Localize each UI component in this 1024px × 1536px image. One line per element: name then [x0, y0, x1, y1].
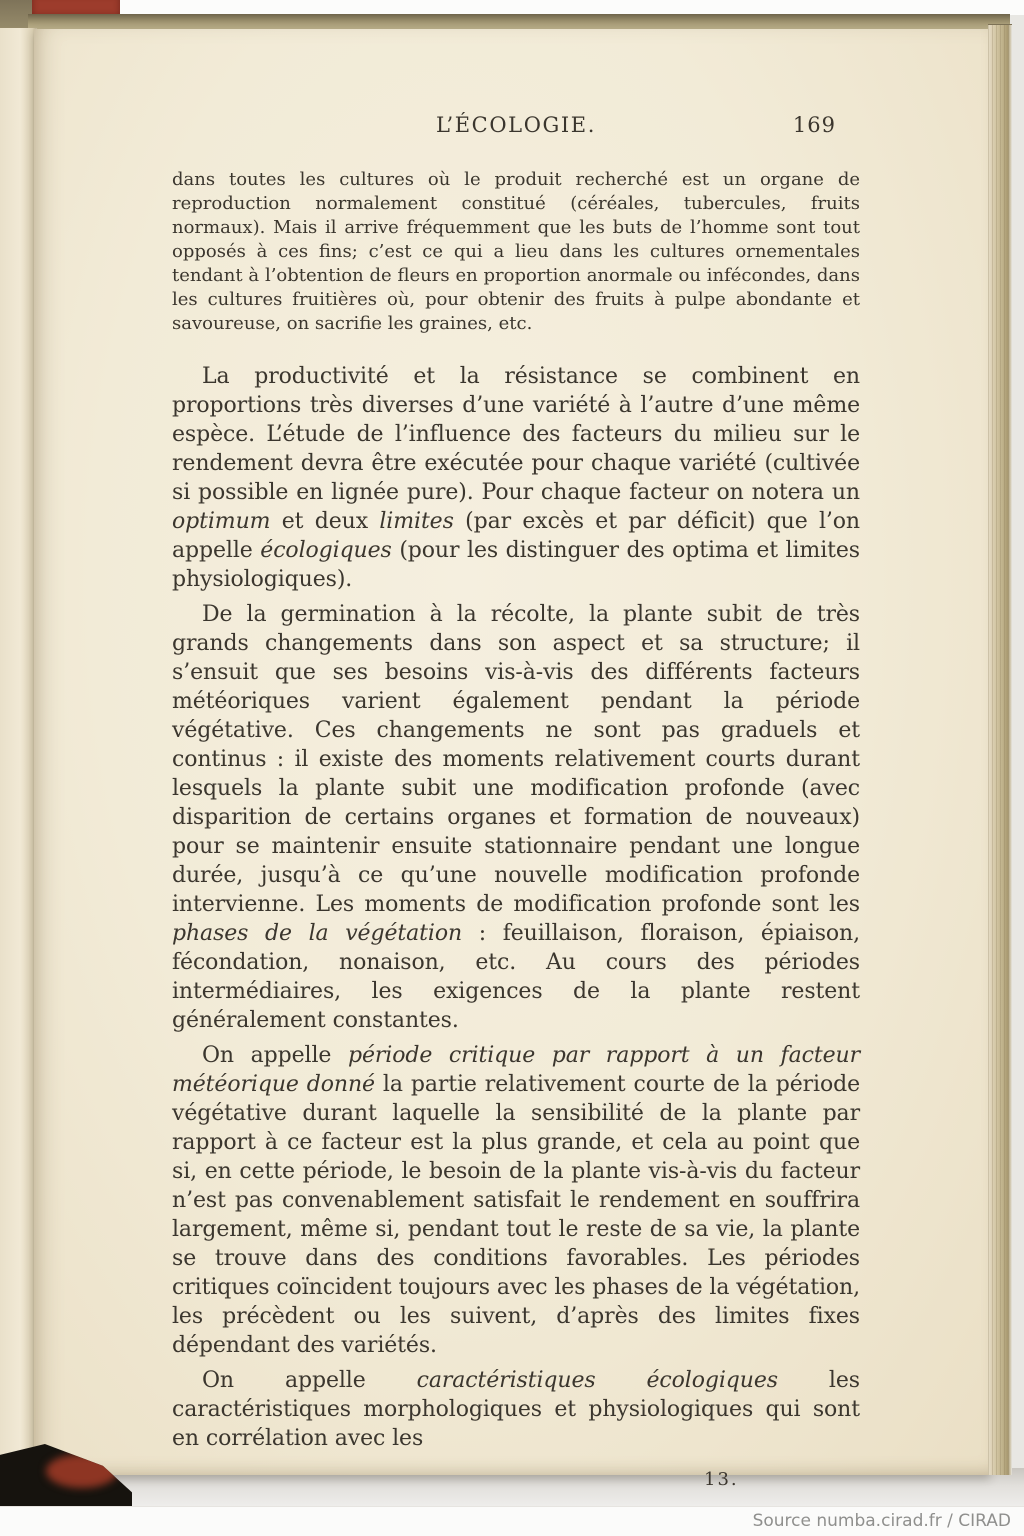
book-page	[34, 29, 990, 1490]
page-text-block	[172, 113, 860, 1490]
paragraph: On appelle période critique par rapport à un facteur météorique donné la partie relativement courte de la période végétative durant laquelle la sensibilité de la plante par rapport à ce facteur est la plus grande, et cela au point que si, en cette période, le besoin de la plante vis-à-vis du facteur n’est pas convenablement satisfait le rendement en souffrira largement, même si, pendant tout le reste de sa vie, la plante se trouve dans des conditions favorables. Les périodes critiques coïncident toujours avec les phases de la végétation, les précèdent ou les suivent, d’après des limites fixes dépendant des variétés.	[172, 1043, 861, 1358]
signature-mark: 13.	[704, 1469, 739, 1490]
paragraph: On appelle caractéristiques écologiques les caractéristiques morphologiques et physiologiques qui sont en corrélation avec les	[172, 1368, 860, 1451]
source-credit: Source numba.cirad.fr / CIRAD	[752, 1511, 1011, 1531]
paragraph: De la germination à la récolte, la plante subit de très grands changements dans son aspect et sa structure; il s’ensuit que ses besoins vis-à-vis des différents facteurs météoriques varient également pendant la période végétative. Ces changements ne sont pas graduels et continus : il existe des moments relativement courts durant lesquels la plante subit une modification profonde (avec disparition de certains organes et formation de nouveaux) pour se maintenir ensuite stationnaire pendant une longue durée, jusqu’à ce qu’une nouvelle modification profonde intervienne. Les moments de modification profonde sont les phases de la végétation : feuillaison, floraison, épiaison, fécondation, nonaison, etc. Au cours des périodes intermédiaires, les exigences de la plante restent généralement constantes.	[172, 602, 861, 1033]
running-title: L’ÉCOLOGIE.	[435, 113, 597, 137]
page-number: 169	[792, 113, 836, 137]
running-head	[172, 113, 860, 141]
source-bar	[0, 1506, 1024, 1536]
page-text	[172, 168, 860, 1453]
facing-page-gutter	[0, 28, 37, 1460]
book-fore-edge	[988, 24, 1012, 1475]
scan-backdrop-top	[0, 0, 1024, 15]
paragraph: dans toutes les cultures où le produit recherché est un organe de reproduction normalement constitué (céréales, tubercules, fruits normaux). Mais il arrive fréquemment que les buts de l’homme sont tout opposés à ces fins; c’est ce qui a lieu dans les cultures ornementales tendant à l’obtention de fleurs en proportion anormale ou infécondes, dans les cultures fruitières où, pour obtenir des fruits à pulpe abondante et savoureuse, on sacrifie les graines, etc.	[172, 169, 860, 334]
paragraph: La productivité et la résistance se combinent en proportions très diverses d’une variété à l’autre d’une même espèce. L’étude de l’influence des facteurs du milieu sur le rendement devra être exécutée pour chaque variété (cultivée si possible en lignée pure). Pour chaque facteur on notera un optimum et deux limites (par excès et par déficit) que l’on appelle écologiques (pour les distinguer des optima et limites physiologiques).	[172, 364, 860, 592]
